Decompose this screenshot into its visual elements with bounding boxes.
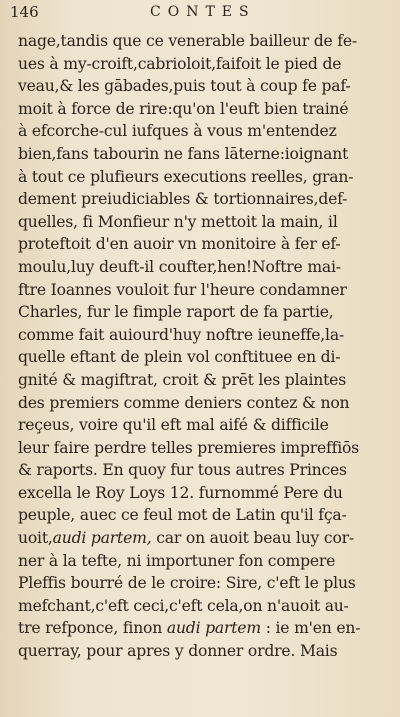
text-line: quelle eftant de plein vol conftituee en di- [18,348,341,367]
running-head: CONTES [150,4,256,20]
text-line: quelles, fi Monfieur n'y mettoit la main, il [18,212,338,231]
text-line: reçeus, voire qu'il eft mal aifé & difficile [18,416,329,435]
page-header [10,3,388,27]
italic-phrase: audi partem, [52,529,152,548]
text-line: peuple, auec ce feul mot de Latin qu'il fça- [18,506,347,525]
text-line: ues à my-croift,cabrioloit,faifoit le pied de [18,54,342,73]
page-number: 146 [10,3,39,21]
text-line: à efcorche-cul iufques à vous m'entendez [18,122,337,141]
text-line: des premiers comme deniers contez & non [18,393,350,412]
text-line: dement preiudiciables & tortionnaires,def- [18,190,348,209]
text-line: proteftoit d'en auoir vn monitoire à fer ef- [18,235,341,254]
text-line: querray, pour apres y donner ordre. Mais [18,642,338,661]
text-line: veau,& les gābades,puis tout à coup fe paf- [18,77,351,96]
text-line: nage,tandis que ce venerable bailleur de fe- [18,32,357,50]
text-segment: : ie m'en en- [260,619,361,638]
text-line: moit à force de rire:qu'on l'euft bien trainé [18,99,349,118]
text-line: moulu,luy deuft-il coufter,hen!Noftre mai- [18,257,341,276]
text-line: excella le Roy Loys 12. furnommé Pere du [18,483,343,502]
italic-phrase: audi partem [166,619,261,638]
text-line [18,527,386,550]
text-line: à tout ce plufieurs executions reelles, gran- [18,167,354,186]
text-line: & raports. En quoy fur tous autres Princes [18,461,347,480]
text-line [18,617,386,640]
text-line: bien,fans tabourin ne fans lāterne:ioignant [18,144,349,163]
body-text [18,30,386,663]
text-line: Pleffis bourré de le croire: Sire, c'eft le plus [18,574,356,593]
text-line: mefchant,c'eft ceci,c'eft cela,on n'auoit au- [18,596,349,615]
text-line: leur faire perdre telles premieres impreffiōs [18,438,359,457]
text-segment: tre refponce, finon [18,619,167,638]
text-line: gnité & magiftrat, croit & prēt les plaintes [18,370,347,389]
text-segment: car on auoit beau luy cor- [151,529,354,548]
text-segment: uoit, [18,529,53,548]
text-line: ftre Ioannes vouloit fur l'heure condamner [18,280,347,299]
text-line: ner à la tefte, ni importuner fon compere [18,551,336,570]
text-line: Charles, fur le fimple raport de fa partie, [18,303,334,322]
text-line: comme fait auiourd'huy noftre ieuneffe,la- [18,325,345,344]
